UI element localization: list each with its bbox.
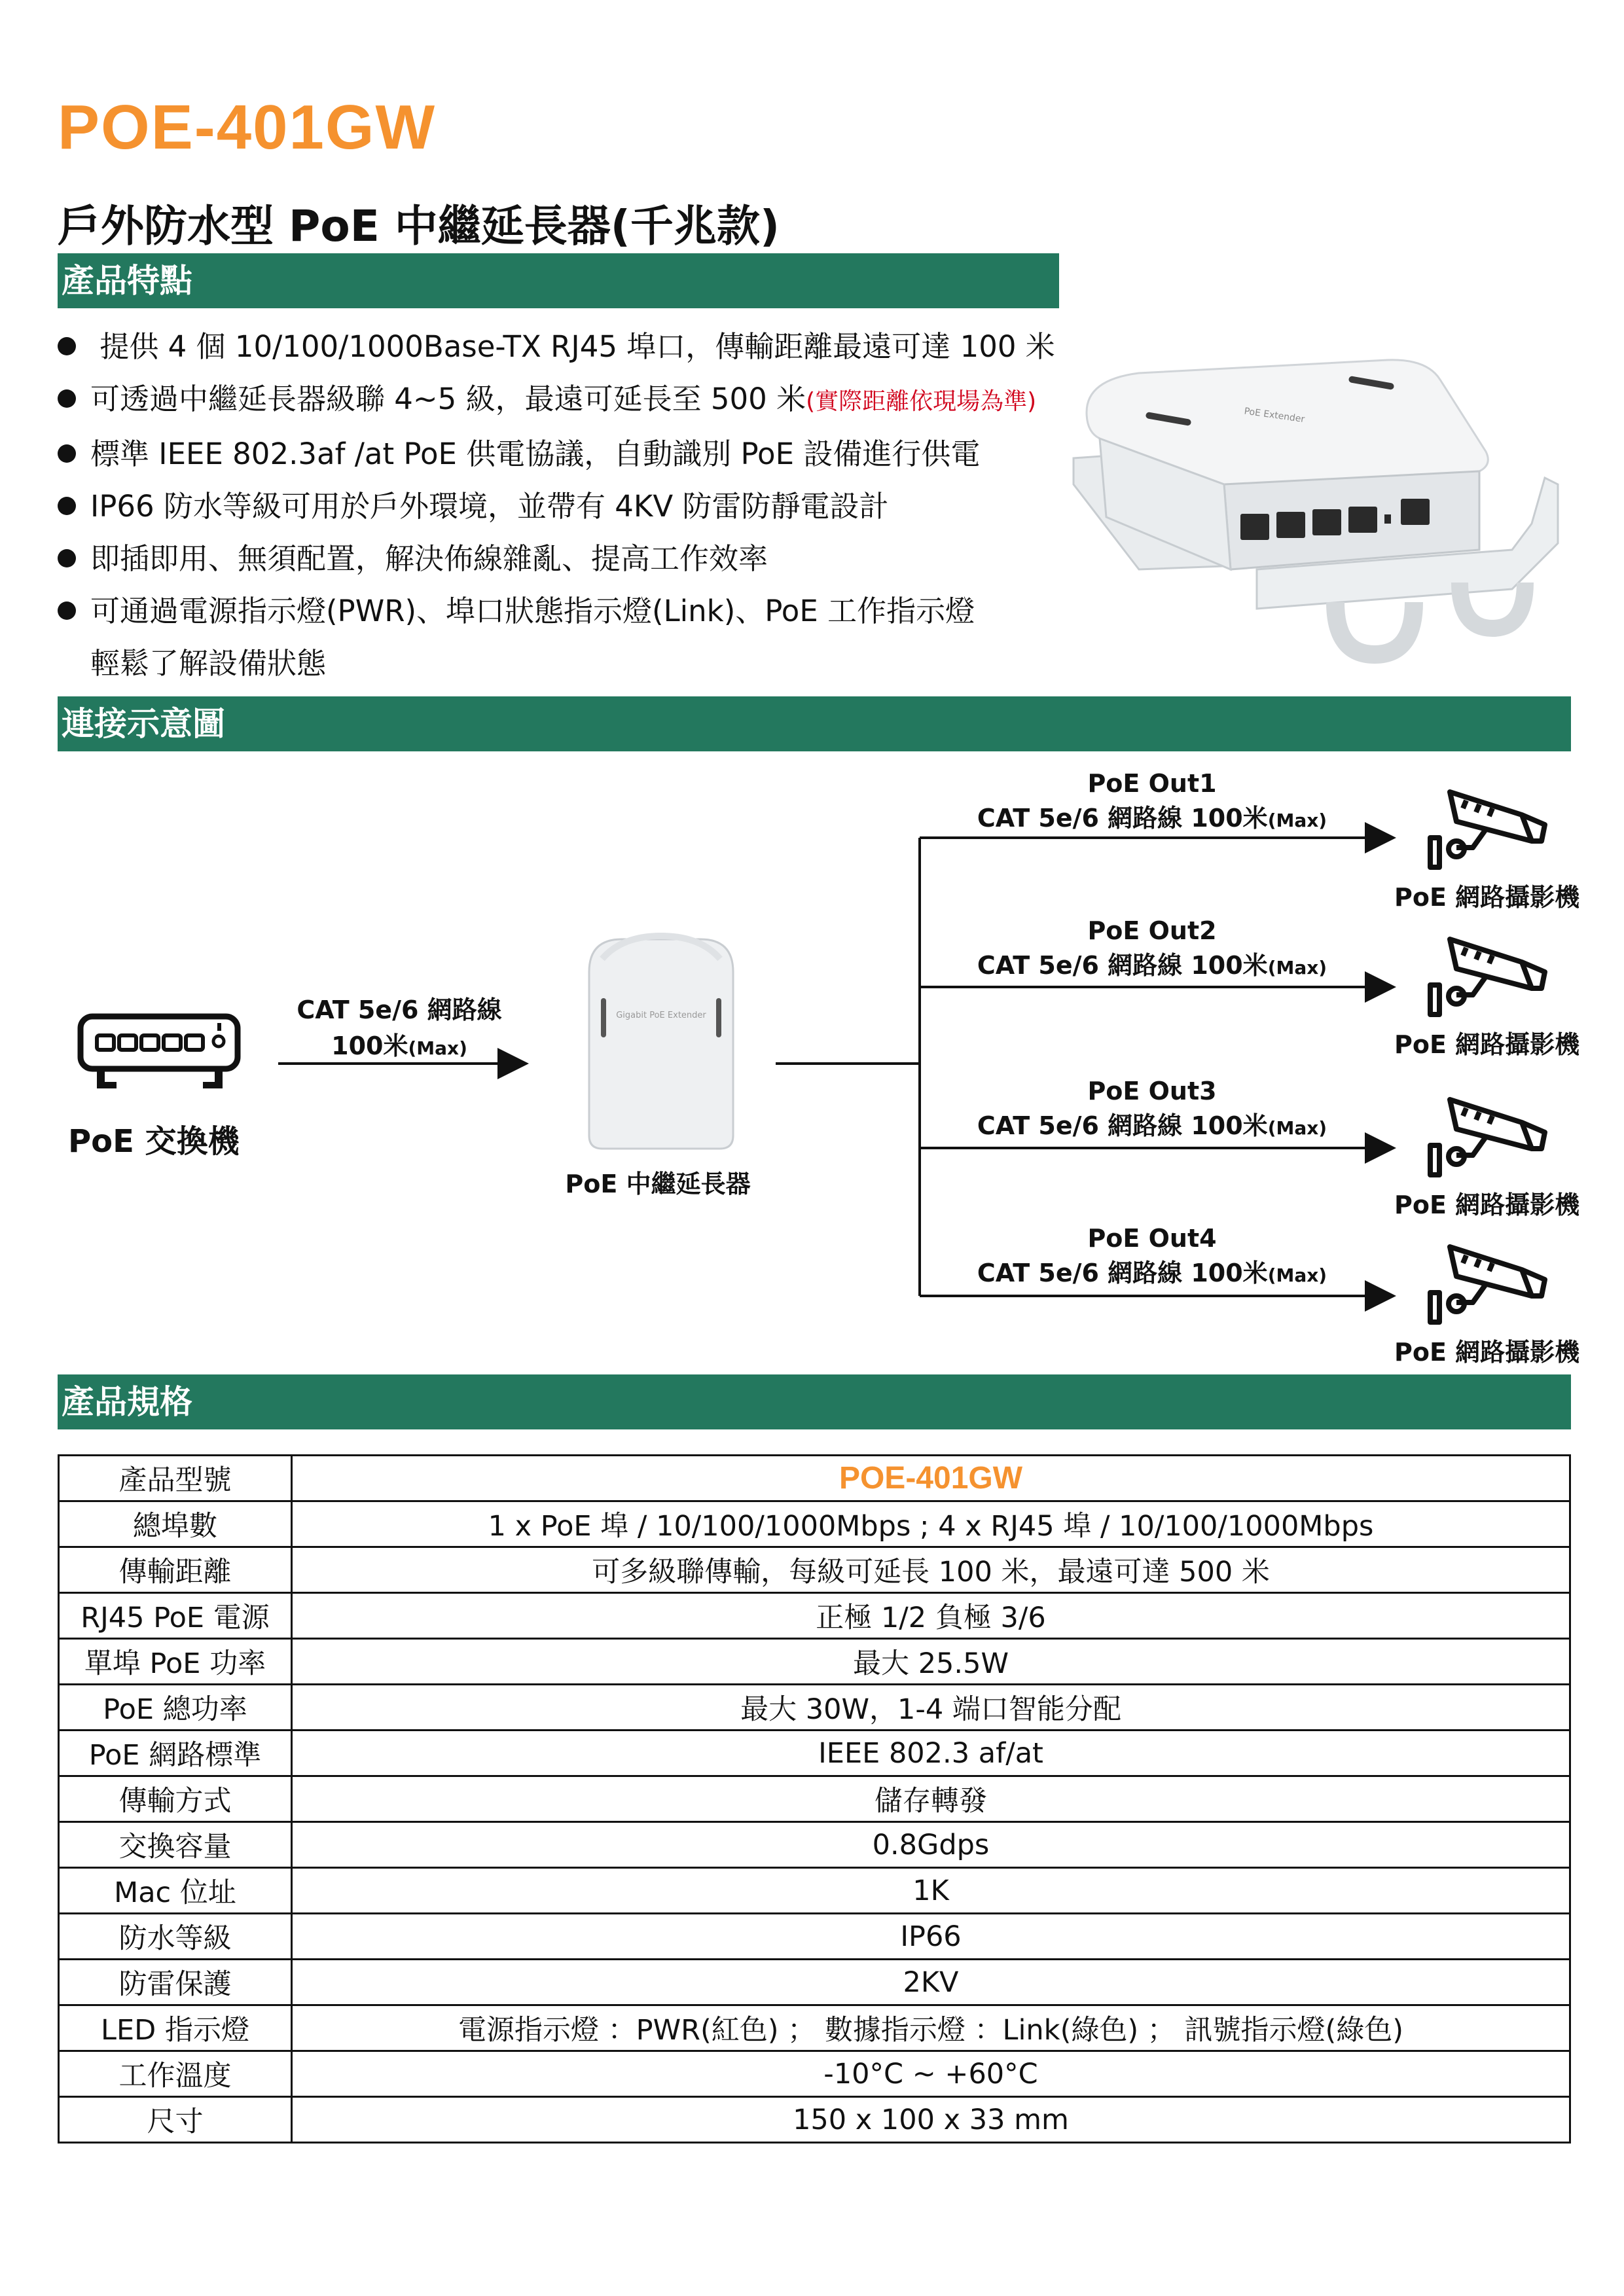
spec-label: PoE 總功率: [59, 1685, 292, 1731]
feature-item: [58, 428, 1079, 480]
spec-label: 尺寸: [59, 2097, 292, 2143]
output-cable: CAT 5e/6 網路線 100米: [977, 1111, 1268, 1140]
feature-text: IP66 防水等級可用於戶外環境，並帶有 4KV 防雷防靜電設計: [90, 489, 889, 524]
table-row: [59, 1639, 1570, 1685]
section-header-features: 產品特點: [58, 253, 1059, 308]
table-row: [59, 1501, 1570, 1547]
bullet-icon: [58, 549, 76, 567]
spec-label: 交換容量: [59, 1822, 292, 1868]
camera-label: PoE 網路攝影機: [1394, 1338, 1580, 1367]
spec-label: 產品型號: [59, 1456, 292, 1501]
spec-label: PoE 網路標準: [59, 1731, 292, 1776]
feature-note: (實際距離依現場為準): [806, 388, 1037, 415]
camera-label: PoE 網路攝影機: [1394, 1191, 1580, 1219]
max-note: (Max): [1267, 1117, 1327, 1139]
table-row: [59, 1868, 1570, 1914]
photo-label: PoE Extender: [1243, 406, 1306, 425]
camera-label: PoE 網路攝影機: [1394, 1030, 1580, 1059]
output-2-label: [969, 916, 1335, 981]
spec-label: 防水等級: [59, 1914, 292, 1960]
output-cable: CAT 5e/6 網路線 100米: [977, 804, 1268, 833]
table-row: [59, 1960, 1570, 2005]
table-row: [59, 1547, 1570, 1593]
section-header-specs: 產品規格: [58, 1374, 1571, 1429]
max-note: (Max): [408, 1037, 467, 1059]
feature-item: [58, 480, 1079, 533]
spec-value: 正極 1/2 負極 3/6: [292, 1593, 1570, 1639]
camera-icon: [1424, 776, 1548, 874]
product-photo: [1060, 353, 1571, 681]
spec-value: -10°C ~ +60°C: [292, 2051, 1570, 2097]
table-row: [59, 1593, 1570, 1639]
table-row: [59, 1456, 1570, 1501]
spec-value: 最大 25.5W: [292, 1639, 1570, 1685]
output-name: PoE Out2: [1087, 916, 1217, 945]
output-3-label: [969, 1077, 1335, 1141]
extender-device-image: [583, 933, 740, 1155]
table-row: [59, 1914, 1570, 1960]
table-row: [59, 2005, 1570, 2051]
spec-value: 1 x PoE 埠 / 10/100/1000Mbps ; 4 x RJ45 埠 / 10/100/1000Mbps: [292, 1501, 1570, 1547]
bullet-icon: [58, 389, 76, 408]
max-note: (Max): [1267, 810, 1327, 831]
output-cable: CAT 5e/6 網路線 100米: [977, 951, 1268, 980]
page-title: POE-401GW: [58, 92, 437, 162]
feature-text: 輕鬆了解設備狀態: [90, 646, 327, 681]
table-row: [59, 2051, 1570, 2097]
spec-value: 0.8Gdps: [292, 1822, 1570, 1868]
spec-value: 電源指示燈 ：PWR(紅色) ； 數據指示燈 ：Link(綠色) ； 訊號指示燈(綠色): [292, 2005, 1570, 2051]
feature-item: [58, 585, 1079, 637]
output-1-label: [969, 769, 1335, 834]
spec-value: 150 x 100 x 33 mm: [292, 2097, 1570, 2143]
max-note: (Max): [1267, 1265, 1327, 1286]
spec-label: Mac 位址: [59, 1868, 292, 1914]
bullet-icon: [58, 444, 76, 463]
feature-text: 提供 4 個 10/100/1000Base-TX RJ45 埠口，傳輸距離最遠可達 100 米: [99, 329, 1055, 364]
spec-label: LED 指示燈: [59, 2005, 292, 2051]
spec-label: 工作溫度: [59, 2051, 292, 2097]
switch-label: PoE 交換機: [68, 1123, 240, 1160]
spec-label: 總埠數: [59, 1501, 292, 1547]
spec-value: 2KV: [292, 1960, 1570, 2005]
output-name: PoE Out1: [1087, 769, 1217, 798]
input-cable-length: 100米: [331, 1031, 408, 1060]
feature-item-continued: [58, 637, 1079, 690]
feature-text: 標準 IEEE 802.3af /at PoE 供電協議，自動識別 PoE 設備進行供電: [90, 437, 981, 471]
input-cable-type: CAT 5e/6 網路線: [297, 996, 502, 1024]
spec-value: 1K: [292, 1868, 1570, 1914]
spec-value: 最大 30W，1-4 端口智能分配: [292, 1685, 1570, 1731]
spec-label: 傳輸距離: [59, 1547, 292, 1593]
spec-value: 可多級聯傳輸，每級可延長 100 米，最遠可達 500 米: [292, 1547, 1570, 1593]
output-cable: CAT 5e/6 網路線 100米: [977, 1259, 1268, 1287]
page-subtitle: 戶外防水型 PoE 中繼延長器(千兆款): [58, 201, 780, 251]
section-header-diagram: 連接示意圖: [58, 696, 1571, 751]
feature-item: [58, 321, 1079, 373]
feature-item: [58, 373, 1079, 428]
spec-value: 儲存轉發: [292, 1776, 1570, 1822]
feature-text: 即插即用、無須配置，解決佈線雜亂、提高工作效率: [90, 541, 768, 576]
output-name: PoE Out4: [1087, 1224, 1217, 1253]
spec-value: IEEE 802.3 af/at: [292, 1731, 1570, 1776]
bullet-icon: [58, 601, 76, 620]
camera-icon: [1424, 923, 1548, 1021]
table-row: [59, 2097, 1570, 2143]
max-note: (Max): [1267, 957, 1327, 978]
spec-table: [58, 1454, 1571, 2144]
spec-value: POE-401GW: [292, 1456, 1570, 1501]
output-name: PoE Out3: [1087, 1077, 1217, 1105]
camera-label: PoE 網路攝影機: [1394, 883, 1580, 912]
feature-item: [58, 533, 1079, 585]
bullet-icon: [58, 497, 76, 515]
feature-list: [58, 321, 1079, 690]
spec-label: RJ45 PoE 電源: [59, 1593, 292, 1639]
spec-label: 單埠 PoE 功率: [59, 1639, 292, 1685]
bullet-icon: [58, 337, 76, 355]
extender-label: PoE 中繼延長器: [565, 1170, 751, 1198]
spec-label: 防雷保護: [59, 1960, 292, 2005]
extender-panel-label: Gigabit PoE Extender: [616, 1011, 706, 1020]
camera-icon: [1424, 1083, 1548, 1181]
spec-label: 傳輸方式: [59, 1776, 292, 1822]
feature-text: 可通過電源指示燈(PWR)、埠口狀態指示燈(Link)、PoE 工作指示燈: [90, 594, 975, 628]
table-row: [59, 1822, 1570, 1868]
output-4-label: [969, 1224, 1335, 1289]
feature-text: 可透過中繼延長器級聯 4~5 級，最遠可延長至 500 米: [90, 382, 806, 416]
connection-lines: [0, 753, 1624, 1342]
table-row: [59, 1731, 1570, 1776]
spec-value: IP66: [292, 1914, 1570, 1960]
table-row: [59, 1685, 1570, 1731]
camera-icon: [1424, 1230, 1548, 1329]
table-row: [59, 1776, 1570, 1822]
